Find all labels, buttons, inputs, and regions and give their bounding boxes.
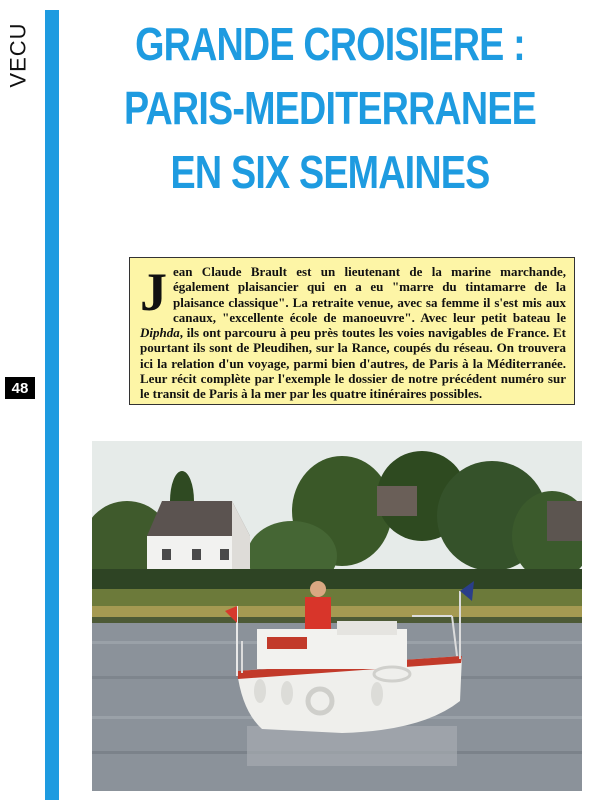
intro-text-part-1: ean Claude Brault est un lieutenant de la marine marchande, également plaisancier qui en a eu "marre du tintamarre de la plaisance classique". La retraite venue, avec sa femme il s'est mis aux canaux, "excellente école de manoeuvre". Avec leur petit bateau le (173, 264, 566, 325)
section-label-text: VECU (6, 22, 31, 88)
article-headline (117, 12, 543, 204)
headline-line-3: EN SIX SEMAINES (170, 146, 490, 198)
drop-cap: J (140, 262, 167, 322)
section-label (2, 20, 36, 90)
boat-name: Diphda (140, 325, 180, 341)
intro-text-part-2: , ils ont parcouru à peu près toutes les voies navigables de France. Et pourtant ils sont de Pleudihen, sur la Rance, coupés du réseau. On trouvera ici la relation d'un voyage, parmi bien d'autres, de Paris à la Méditerranée. Leur récit complète par l'exemple le dossier de notre précédent numéro sur le transit de Paris à la mer par les quatre itinéraires possibles. (140, 325, 566, 402)
page-number: 48 (5, 377, 35, 399)
headline-line-2: PARIS-MEDITERRANEE (123, 82, 537, 134)
headline-line-1: GRANDE CROISIERE : (135, 18, 525, 70)
boat-photo (92, 441, 582, 791)
intro-box (129, 257, 575, 405)
boat-photo-illustration (92, 441, 582, 791)
blue-side-bar (45, 10, 59, 800)
